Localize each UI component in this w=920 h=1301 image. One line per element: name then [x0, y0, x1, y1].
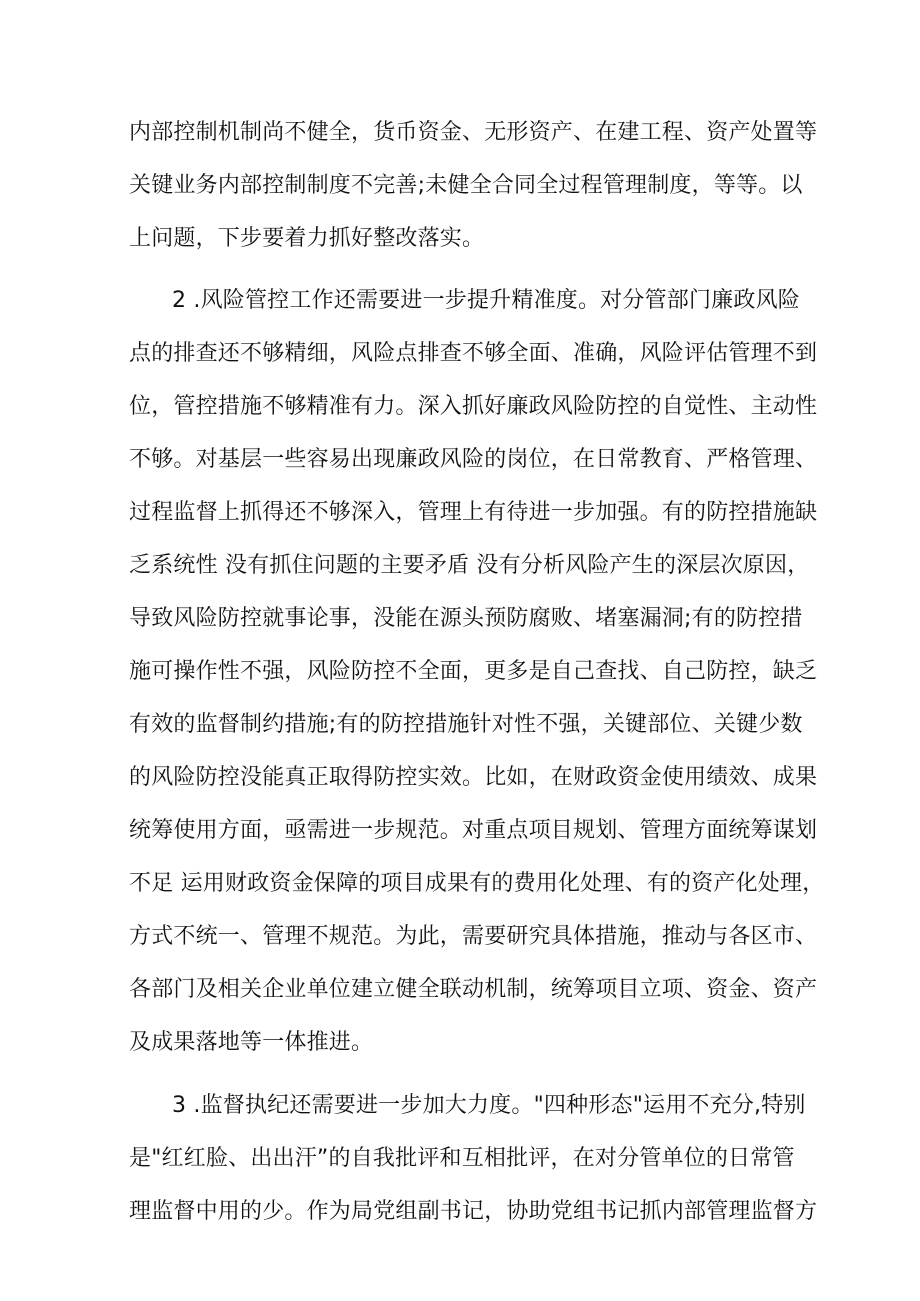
- paragraph-2-line-15: 及成果落地等一体推进。: [129, 1030, 374, 1055]
- paragraph-3-line-2: 是"红红脸、出出汗”的自我批评和互相批评，在对分管单位的日常管: [129, 1146, 795, 1171]
- paragraph-2-line-4: 不够。对基层一些容易出现廉政风险的岗位，在日常教育、严格管理、: [129, 447, 818, 472]
- paragraph-2-line-3: 位，管控措施不够精准有力。深入抓好廉政风险防控的自觉性、主动性: [129, 394, 818, 419]
- paragraph-1-line-1: 内部控制机制尚不健全，货币资金、无形资产、在建工程、资产处置等: [129, 120, 818, 145]
- paragraph-2-line-7: 导致风险防控就事论事，没能在源头预防腐败、堵塞漏洞;有的防控措: [129, 606, 803, 631]
- paragraph-2-line-2: 点的排查还不够精细，风险点排查不够全面、准确，风险评估管理不到: [129, 341, 818, 366]
- paragraph-1-line-3: 上问题，下步要着力抓好整改落实。: [129, 226, 485, 251]
- paragraph-3-line-3: 理监督中用的少。作为局党组副书记，协助党组书记抓内部管理监督方: [129, 1199, 818, 1224]
- paragraph-2-line-8: 施可操作性不强，风险防控不全面，更多是自己查找、自己防控，缺乏: [129, 659, 818, 684]
- paragraph-2-line-13: 方式不统一、管理不规范。为此，需要研究具体措施，推动与各区市、: [129, 924, 818, 949]
- paragraph-2-line-6: 乏系统性 没有抓住问题的主要矛盾 没有分析风险产生的深层次原因，: [129, 553, 810, 578]
- paragraph-2-line-9: 有效的监督制约措施;有的防控措施针对性不强，关键部位、关键少数: [129, 712, 803, 737]
- paragraph-2-line-1: 2 .风险管控工作还需要进一步提升精准度。对分管部门廉政风险: [172, 288, 800, 313]
- paragraph-1-line-2: 关键业务内部控制制度不完善;未健全合同全过程管理制度，等等。以: [129, 173, 803, 198]
- paragraph-2-line-12: 不足 运用财政资金保障的项目成果有的费用化处理、有的资产化处理，: [129, 871, 825, 896]
- paragraph-2-line-5: 过程监督上抓得还不够深入，管理上有待进一步加强。有的防控措施缺: [129, 500, 818, 525]
- paragraph-3-line-1: 3 .监督执纪还需要进一步加大力度。"四种形态"运用不充分,特别: [172, 1093, 806, 1118]
- paragraph-2-line-11: 统筹使用方面，亟需进一步规范。对重点项目规划、管理方面统筹谋划: [129, 818, 818, 843]
- paragraph-2-line-10: 的风险防控没能真正取得防控实效。比如，在财政资金使用绩效、成果: [129, 765, 818, 790]
- paragraph-2-line-14: 各部门及相关企业单位建立健全联动机制，统筹项目立项、资金、资产: [129, 977, 818, 1002]
